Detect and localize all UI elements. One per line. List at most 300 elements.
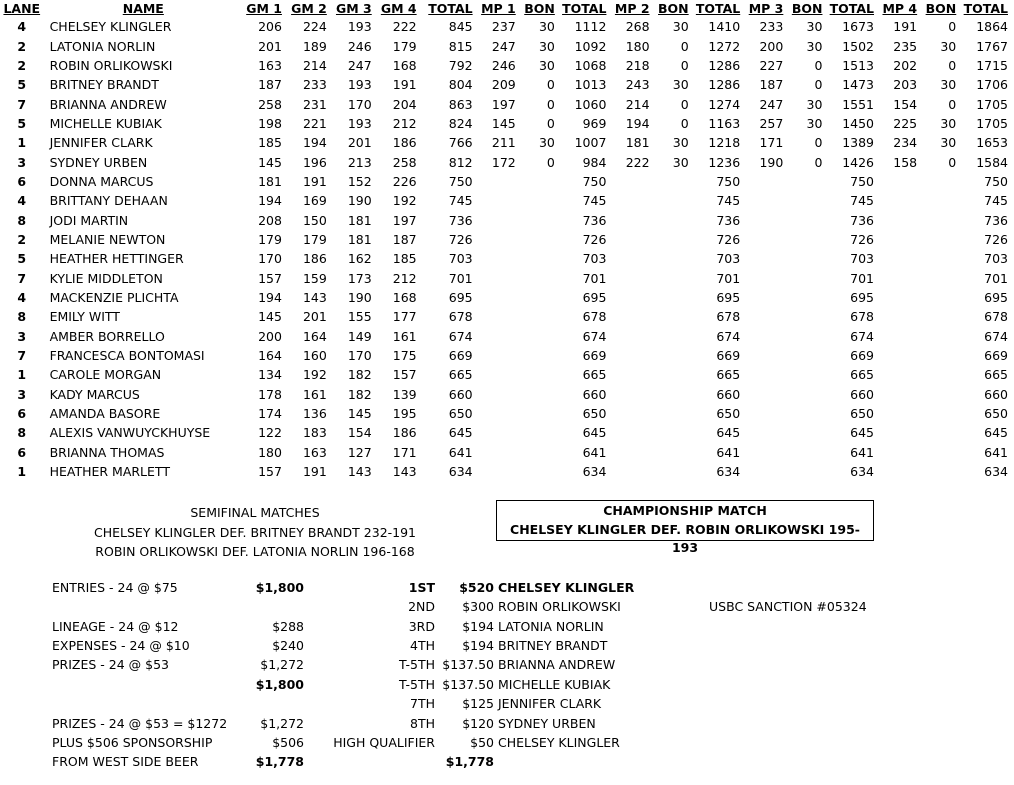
total-2-cell: 678	[716, 309, 741, 325]
game-3-cell: 170	[347, 348, 372, 364]
match-play-3-cell: 233	[759, 19, 784, 35]
bonus-1-cell	[522, 365, 561, 384]
game-1-cell: 185	[258, 135, 282, 151]
grand-total-value: $1,778	[255, 754, 304, 769]
total-1-cell: 1092	[574, 38, 607, 54]
final-total-cell: 750	[984, 173, 1008, 189]
total-2-cell: 674	[716, 328, 741, 344]
game-4-cell: 222	[392, 19, 417, 35]
total-1-cell: 736	[582, 212, 607, 228]
bowler-name-cell: BRIANNA ANDREW	[49, 96, 167, 112]
bonus-3-cell	[789, 210, 828, 229]
match-play-4-cell: 203	[893, 77, 918, 93]
game-3-cell: 145	[347, 406, 372, 422]
total-3-cell: 645	[850, 425, 875, 441]
game-3-cell: 149	[347, 328, 372, 344]
game-2-cell: 224	[302, 19, 327, 35]
table-header-row	[0, 0, 1014, 17]
game-1-cell: 122	[258, 425, 282, 441]
bonus-3-cell	[789, 365, 828, 384]
bonus-3-cell: 0	[814, 154, 823, 170]
bonus-3-cell: 0	[814, 57, 823, 73]
bonus-4-cell	[923, 210, 962, 229]
bonus-2-cell	[656, 210, 695, 229]
bonus-2-cell	[656, 249, 695, 268]
expenses-label: EXPENSES - 24 @ $10	[52, 638, 190, 653]
total-1-cell: 703	[582, 251, 607, 267]
total-2-cell: 1218	[708, 135, 741, 151]
prizes-label: PRIZES - 24 @ $53	[52, 657, 169, 672]
match-play-1-cell	[479, 172, 522, 191]
total-1-cell: 678	[582, 309, 607, 325]
match-play-3-cell: 227	[759, 57, 784, 73]
bonus-3-cell	[789, 385, 828, 404]
qualifying-total-cell: 695	[448, 289, 473, 305]
game-4-cell: 195	[392, 406, 417, 422]
game-1-cell: 157	[258, 270, 282, 286]
bonus-3-cell: 30	[806, 115, 823, 131]
payout-total: $1,778	[445, 754, 494, 769]
bonus-1-cell: 30	[538, 135, 555, 151]
bonus-1-cell: 30	[538, 38, 555, 54]
bonus-2-cell	[656, 230, 695, 249]
table-row	[0, 249, 1014, 268]
lineage-label: LINEAGE - 24 @ $12	[52, 619, 179, 634]
match-play-4-cell	[880, 385, 923, 404]
bonus-1-cell	[522, 268, 561, 287]
qualifying-total-cell: 812	[448, 154, 473, 170]
bonus-2-cell: 30	[672, 154, 689, 170]
match-play-4-cell: 225	[893, 115, 918, 131]
bowler-name-cell: JENNIFER CLARK	[49, 135, 153, 151]
qualifying-total-cell: 750	[448, 173, 473, 189]
game-2-cell: 186	[302, 251, 327, 267]
match-play-4-cell	[880, 365, 923, 384]
bonus-2-cell	[656, 172, 695, 191]
payout-place: T-5TH	[399, 677, 435, 692]
game-3-cell: 193	[347, 19, 372, 35]
table-row	[0, 404, 1014, 423]
bonus-3-cell: 30	[806, 96, 823, 112]
header-mp4: MP 4	[882, 0, 918, 16]
qualifying-total-cell: 792	[448, 57, 473, 73]
bonus-3-cell	[789, 404, 828, 423]
table-row	[0, 94, 1014, 113]
final-total-cell: 1864	[976, 19, 1008, 35]
bonus-1-cell	[522, 191, 561, 210]
game-4-cell: 186	[392, 425, 417, 441]
semifinal-matches	[90, 503, 420, 562]
total-3-cell: 641	[850, 444, 875, 460]
total-2-cell: 703	[716, 251, 741, 267]
game-4-cell: 185	[392, 251, 417, 267]
qualifying-total-cell: 701	[448, 270, 473, 286]
semifinal-match: CHELSEY KLINGLER DEF. BRITNEY BRANDT 232-191	[93, 524, 417, 540]
match-play-4-cell: 202	[893, 57, 918, 73]
sanction-number: USBC SANCTION #05324	[709, 599, 867, 614]
table-row	[0, 191, 1014, 210]
table-row	[0, 230, 1014, 249]
match-play-3-cell: 187	[759, 77, 784, 93]
bowler-name-cell: AMANDA BASORE	[49, 406, 161, 422]
match-play-1-cell: 145	[491, 115, 516, 131]
match-play-1-cell	[479, 365, 522, 384]
match-play-3-cell	[746, 327, 789, 346]
game-3-cell: 152	[347, 173, 372, 189]
semifinal-title: SEMIFINAL MATCHES	[190, 505, 320, 520]
match-play-1-cell	[479, 268, 522, 287]
game-1-cell: 194	[258, 289, 282, 305]
match-play-3-cell	[746, 268, 789, 287]
game-4-cell: 191	[392, 77, 417, 93]
game-4-cell: 175	[392, 348, 417, 364]
qualifying-total-cell: 634	[448, 464, 473, 480]
final-total-cell: 1653	[976, 135, 1008, 151]
match-play-1-cell	[479, 346, 522, 365]
match-play-3-cell	[746, 210, 789, 229]
game-1-cell: 174	[258, 406, 282, 422]
lane-cell: 8	[17, 309, 27, 325]
match-play-3-cell: 257	[759, 115, 784, 131]
lane-cell: 7	[17, 270, 27, 286]
bonus-3-cell	[789, 268, 828, 287]
final-total-cell: 674	[984, 328, 1008, 344]
match-play-4-cell: 158	[893, 154, 918, 170]
total-2-cell: 750	[716, 173, 741, 189]
lane-cell: 5	[17, 77, 27, 93]
game-2-cell: 191	[302, 464, 327, 480]
lane-cell: 5	[17, 251, 27, 267]
game-2-cell: 189	[302, 38, 327, 54]
bonus-4-cell	[923, 385, 962, 404]
game-2-cell: 231	[302, 96, 327, 112]
game-1-cell: 201	[258, 38, 282, 54]
match-play-3-cell	[746, 307, 789, 326]
match-play-3-cell	[746, 462, 789, 481]
total-1-cell: 750	[582, 173, 607, 189]
bonus-3-cell	[789, 172, 828, 191]
total-1-cell: 726	[582, 231, 607, 247]
match-play-2-cell	[612, 346, 655, 365]
match-play-4-cell	[880, 230, 923, 249]
bonus-1-cell: 0	[546, 115, 555, 131]
bonus-1-cell	[522, 385, 561, 404]
bonus-2-cell	[656, 327, 695, 346]
total-1-cell: 645	[582, 425, 607, 441]
header-total1: TOTAL	[562, 0, 607, 16]
game-4-cell: 204	[392, 96, 417, 112]
qualifying-total-cell: 703	[448, 251, 473, 267]
bowler-name-cell: BRITNEY BRANDT	[49, 77, 159, 93]
qualifying-total-cell: 815	[448, 38, 473, 54]
total-1-cell: 984	[582, 154, 607, 170]
game-2-cell: 150	[302, 212, 327, 228]
game-4-cell: 168	[392, 289, 417, 305]
game-1-cell: 164	[258, 348, 282, 364]
match-play-1-cell: 172	[491, 154, 516, 170]
payout-place: 7TH	[410, 696, 435, 711]
match-play-2-cell	[612, 462, 655, 481]
bowler-name-cell: KADY MARCUS	[49, 386, 140, 402]
game-2-cell: 136	[302, 406, 327, 422]
bonus-4-cell	[923, 365, 962, 384]
match-play-2-cell: 268	[625, 19, 650, 35]
total-2-cell: 645	[716, 425, 741, 441]
payout-place: 8TH	[410, 716, 435, 731]
total-3-cell: 745	[850, 193, 875, 209]
bowler-name-cell: AMBER BORRELLO	[49, 328, 165, 344]
game-3-cell: 182	[347, 367, 372, 383]
total-2-cell: 1272	[708, 38, 741, 54]
game-1-cell: 206	[258, 19, 282, 35]
match-play-2-cell	[612, 268, 655, 287]
match-play-3-cell	[746, 230, 789, 249]
match-play-3-cell	[746, 443, 789, 462]
total-2-cell: 745	[716, 193, 741, 209]
bonus-1-cell	[522, 307, 561, 326]
payout-bowler-name: MICHELLE KUBIAK	[498, 677, 611, 692]
game-2-cell: 194	[302, 135, 327, 151]
bonus-1-cell	[522, 210, 561, 229]
payout-amount: $194	[462, 619, 494, 634]
total-2-cell: 695	[716, 289, 741, 305]
game-3-cell: 181	[347, 212, 372, 228]
match-play-1-cell	[479, 443, 522, 462]
game-1-cell: 179	[258, 231, 282, 247]
lane-cell: 7	[17, 96, 27, 112]
bowler-name-cell: FRANCESCA BONTOMASI	[49, 348, 205, 364]
prizes-summary-label: PRIZES - 24 @ $53 = $1272	[52, 716, 228, 731]
match-play-2-cell	[612, 327, 655, 346]
bonus-4-cell: 0	[948, 96, 957, 112]
bowler-name-cell: MICHELLE KUBIAK	[49, 115, 162, 131]
match-play-3-cell: 171	[759, 135, 784, 151]
total-1-cell: 745	[582, 193, 607, 209]
final-total-cell: 1584	[976, 154, 1008, 170]
game-3-cell: 190	[347, 193, 372, 209]
game-1-cell: 157	[258, 464, 282, 480]
table-row	[0, 114, 1014, 133]
table-row	[0, 462, 1014, 481]
payout-amount: $50	[470, 735, 494, 750]
bonus-4-cell: 0	[948, 154, 957, 170]
total-2-cell: 736	[716, 212, 741, 228]
final-total-cell: 701	[984, 270, 1008, 286]
total-3-cell: 703	[850, 251, 875, 267]
lane-cell: 1	[17, 135, 27, 151]
prizes-summary-value: $1,272	[260, 716, 304, 731]
total-1-cell: 634	[582, 464, 607, 480]
bonus-1-cell: 30	[538, 57, 555, 73]
bonus-1-cell	[522, 346, 561, 365]
game-1-cell: 198	[258, 115, 282, 131]
total-1-cell: 1060	[574, 96, 607, 112]
qualifying-total-cell: 674	[448, 328, 473, 344]
total-1-cell: 1013	[574, 77, 607, 93]
match-play-1-cell	[479, 404, 522, 423]
table-row	[0, 346, 1014, 365]
match-play-1-cell	[479, 462, 522, 481]
bonus-3-cell: 0	[814, 135, 823, 151]
qualifying-total-cell: 678	[448, 309, 473, 325]
total-3-cell: 726	[850, 231, 875, 247]
game-1-cell: 208	[258, 212, 282, 228]
game-1-cell: 145	[258, 154, 282, 170]
match-play-3-cell	[746, 365, 789, 384]
table-row	[0, 36, 1014, 55]
bonus-2-cell	[656, 288, 695, 307]
payout-bowler-name: CHELSEY KLINGLER	[498, 580, 635, 595]
lane-cell: 4	[17, 289, 27, 305]
match-play-3-cell: 200	[759, 38, 784, 54]
bonus-1-cell: 0	[546, 96, 555, 112]
bonus-2-cell: 0	[680, 38, 689, 54]
payout-amount: $300	[462, 599, 494, 614]
total-3-cell: 1389	[842, 135, 875, 151]
match-play-2-cell: 194	[625, 115, 650, 131]
total-3-cell: 1473	[842, 77, 875, 93]
total-3-cell: 660	[850, 386, 875, 402]
game-4-cell: 197	[392, 212, 417, 228]
match-play-1-cell: 247	[491, 38, 516, 54]
match-play-1-cell	[479, 423, 522, 442]
bonus-1-cell: 30	[538, 19, 555, 35]
match-play-2-cell	[612, 288, 655, 307]
game-1-cell: 258	[258, 96, 282, 112]
match-play-1-cell: 209	[491, 77, 516, 93]
game-4-cell: 212	[392, 270, 417, 286]
championship-box	[496, 500, 874, 555]
bonus-2-cell: 0	[680, 57, 689, 73]
match-play-2-cell: 243	[625, 77, 650, 93]
bonus-3-cell	[789, 249, 828, 268]
lane-cell: 7	[17, 348, 27, 364]
qualifying-total-cell: 665	[448, 367, 473, 383]
table-row	[0, 210, 1014, 229]
game-4-cell: 177	[392, 309, 417, 325]
final-total-cell: 660	[984, 386, 1008, 402]
match-play-3-cell	[746, 404, 789, 423]
game-4-cell: 258	[392, 154, 417, 170]
bonus-3-cell	[789, 423, 828, 442]
lane-cell: 2	[17, 38, 27, 54]
match-play-3-cell	[746, 172, 789, 191]
match-play-3-cell	[746, 249, 789, 268]
bonus-4-cell	[923, 307, 962, 326]
bonus-3-cell: 0	[814, 77, 823, 93]
bonus-1-cell	[522, 249, 561, 268]
bonus-2-cell	[656, 462, 695, 481]
game-3-cell: 155	[347, 309, 372, 325]
total-1-cell: 674	[582, 328, 607, 344]
match-play-4-cell	[880, 268, 923, 287]
bonus-4-cell	[923, 443, 962, 462]
total-2-cell: 1163	[708, 115, 741, 131]
match-play-1-cell	[479, 191, 522, 210]
game-1-cell: 194	[258, 193, 282, 209]
final-total-cell: 650	[984, 406, 1008, 422]
game-3-cell: 213	[347, 154, 372, 170]
game-4-cell: 171	[392, 444, 417, 460]
qualifying-total-cell: 650	[448, 406, 473, 422]
bonus-4-cell: 30	[940, 135, 957, 151]
lane-cell: 2	[17, 57, 27, 73]
table-row	[0, 365, 1014, 384]
total-2-cell: 1286	[708, 57, 741, 73]
payout-place: 2ND	[408, 599, 435, 614]
match-play-2-cell	[612, 365, 655, 384]
qualifying-total-cell: 845	[448, 19, 473, 35]
match-play-3-cell	[746, 385, 789, 404]
game-3-cell: 127	[347, 444, 372, 460]
match-play-3-cell	[746, 423, 789, 442]
total-3-cell: 665	[850, 367, 875, 383]
match-play-1-cell	[479, 327, 522, 346]
total-3-cell: 1551	[842, 96, 875, 112]
bonus-4-cell: 30	[940, 77, 957, 93]
bonus-2-cell	[656, 365, 695, 384]
match-play-2-cell	[612, 172, 655, 191]
total-1-cell: 665	[582, 367, 607, 383]
game-1-cell: 178	[258, 386, 282, 402]
game-1-cell: 181	[258, 173, 282, 189]
match-play-2-cell	[612, 191, 655, 210]
payout-bowler-name: JENNIFER CLARK	[498, 696, 602, 711]
bonus-4-cell	[923, 288, 962, 307]
table-row	[0, 327, 1014, 346]
game-2-cell: 192	[302, 367, 327, 383]
game-3-cell: 182	[347, 386, 372, 402]
final-total-cell: 669	[984, 348, 1008, 364]
qualifying-total-cell: 669	[448, 348, 473, 364]
bonus-3-cell	[789, 307, 828, 326]
match-play-1-cell: 211	[491, 135, 516, 151]
match-play-3-cell	[746, 288, 789, 307]
bonus-2-cell	[656, 443, 695, 462]
match-play-2-cell: 214	[625, 96, 650, 112]
game-3-cell: 173	[347, 270, 372, 286]
game-4-cell: 179	[392, 38, 417, 54]
game-2-cell: 183	[302, 425, 327, 441]
standings-body	[0, 17, 1014, 481]
header-total2: TOTAL	[695, 0, 741, 16]
final-total-cell: 1767	[976, 38, 1008, 54]
header-lane: LANE	[3, 0, 41, 16]
bonus-4-cell	[923, 346, 962, 365]
match-play-4-cell	[880, 172, 923, 191]
match-play-2-cell	[612, 307, 655, 326]
final-total-cell: 745	[984, 193, 1008, 209]
bonus-3-cell	[789, 230, 828, 249]
qualifying-total-cell: 745	[448, 193, 473, 209]
sponsorship-value: $506	[272, 735, 304, 750]
match-play-3-cell	[746, 191, 789, 210]
match-play-3-cell	[746, 346, 789, 365]
match-play-4-cell	[880, 404, 923, 423]
bonus-4-cell	[923, 327, 962, 346]
total-3-cell: 650	[850, 406, 875, 422]
table-row	[0, 443, 1014, 462]
game-1-cell: 163	[258, 57, 282, 73]
game-2-cell: 201	[302, 309, 327, 325]
final-total-cell: 645	[984, 425, 1008, 441]
match-play-4-cell: 235	[893, 38, 918, 54]
final-total-cell: 1715	[976, 57, 1008, 73]
bonus-2-cell	[656, 191, 695, 210]
total-1-cell: 1112	[574, 19, 607, 35]
header-total3: TOTAL	[829, 0, 875, 16]
subtotal-value: $1,800	[255, 677, 304, 692]
